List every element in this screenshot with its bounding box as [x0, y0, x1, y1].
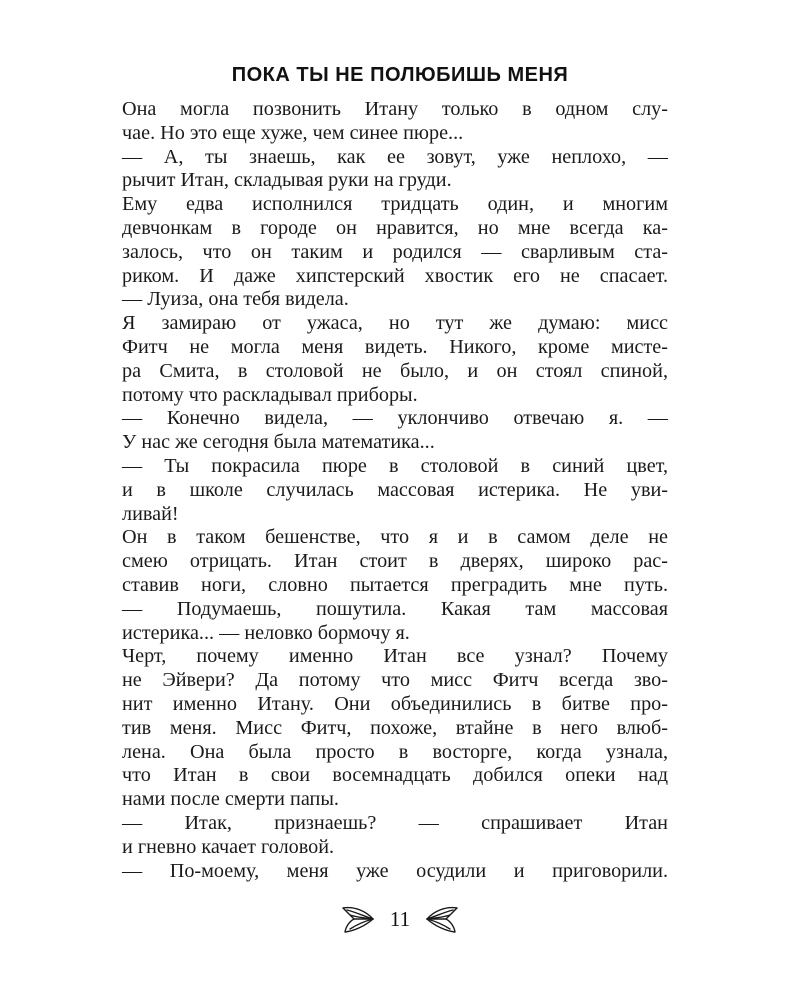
text-line: — Конечно видела, — уклончиво отвечаю я. — [122, 407, 668, 430]
text-line: нами после смерти папы. [122, 788, 339, 811]
paragraph [122, 312, 668, 407]
paragraph [122, 598, 668, 646]
page-folio [0, 902, 800, 936]
paragraph [122, 407, 668, 455]
text-line: нит именно Итану. Они объединились в битве про- [122, 692, 668, 715]
running-head-title: ПОКА ТЫ НЕ ПОЛЮБИШЬ МЕНЯ [231, 64, 569, 86]
text-line: ра Смита, в столовой не было, и он стоял спиной, [122, 359, 668, 382]
text-line: — По-моему, меня уже осудили и приговорили. [122, 859, 668, 882]
text-line: — Подумаешь, пошутила. Какая там массовая [122, 597, 668, 620]
text-line: риком. И даже хипстерский хвостик его не спасает. [122, 264, 668, 287]
text-line: Черт, почему именно Итан все узнал? Почему [122, 645, 668, 668]
text-line: ставив ноги, словно пытается преградить мне путь. [122, 573, 668, 596]
butterfly-wing-right-icon [424, 902, 460, 936]
paragraph [122, 193, 668, 288]
text-line: — А, ты знаешь, как ее зовут, уже неплохо, — [122, 145, 668, 168]
page-number: 11 [389, 906, 411, 931]
paragraph [122, 455, 668, 526]
text-line: Он в таком бешенстве, что я и в самом деле не [122, 526, 668, 549]
body-text [122, 98, 668, 883]
paragraph [122, 146, 668, 194]
text-line: девчонкам в городе он нравится, но мне всегда ка- [122, 216, 668, 239]
text-line: рычит Итан, складывая руки на груди. [122, 169, 452, 192]
text-line: — Луиза, она тебя видела. [122, 288, 349, 311]
text-line: Ему едва исполнился тридцать один, и многим [122, 193, 668, 216]
text-line: истерика... — неловко бормочу я. [122, 621, 410, 644]
text-line: залось, что он таким и родился — сварливым ста- [122, 240, 668, 263]
text-line: потому что раскладывал приборы. [122, 383, 418, 406]
paragraph [122, 645, 668, 812]
text-line: Фитч не могла меня видеть. Никого, кроме мисте- [122, 335, 668, 358]
text-line: что Итан в свои восемнадцать добился опеки над [122, 764, 668, 787]
text-line: — Ты покрасила пюре в столовой в синий цвет, [122, 454, 668, 477]
text-line: Я замираю от ужаса, но тут же думаю: мисс [122, 312, 668, 335]
text-line: и в школе случилась массовая истерика. Не уви- [122, 478, 668, 501]
text-line: — Итак, признаешь? — спрашивает Итан [122, 811, 668, 834]
paragraph [122, 526, 668, 597]
text-line: У нас же сегодня была математика... [122, 431, 435, 454]
text-line: и гневно качает головой. [122, 835, 335, 858]
paragraph [122, 288, 668, 312]
paragraph [122, 812, 668, 860]
text-line: лена. Она была просто в восторге, когда узнала, [122, 740, 668, 763]
text-line: не Эйвери? Да потому что мисс Фитч всегда зво- [122, 669, 668, 692]
text-line: чае. Но это еще хуже, чем синее пюре... [122, 121, 464, 144]
butterfly-wing-left-icon [340, 902, 376, 936]
paragraph [122, 860, 668, 884]
text-line: смею отрицать. Итан стоит в дверях, широко рас- [122, 550, 668, 573]
text-line: тив меня. Мисс Фитч, похоже, втайне в него влюб- [122, 716, 668, 739]
text-line: Она могла позвонить Итану только в одном слу- [122, 98, 668, 120]
paragraph [122, 98, 668, 146]
text-line: ливай! [122, 502, 179, 525]
